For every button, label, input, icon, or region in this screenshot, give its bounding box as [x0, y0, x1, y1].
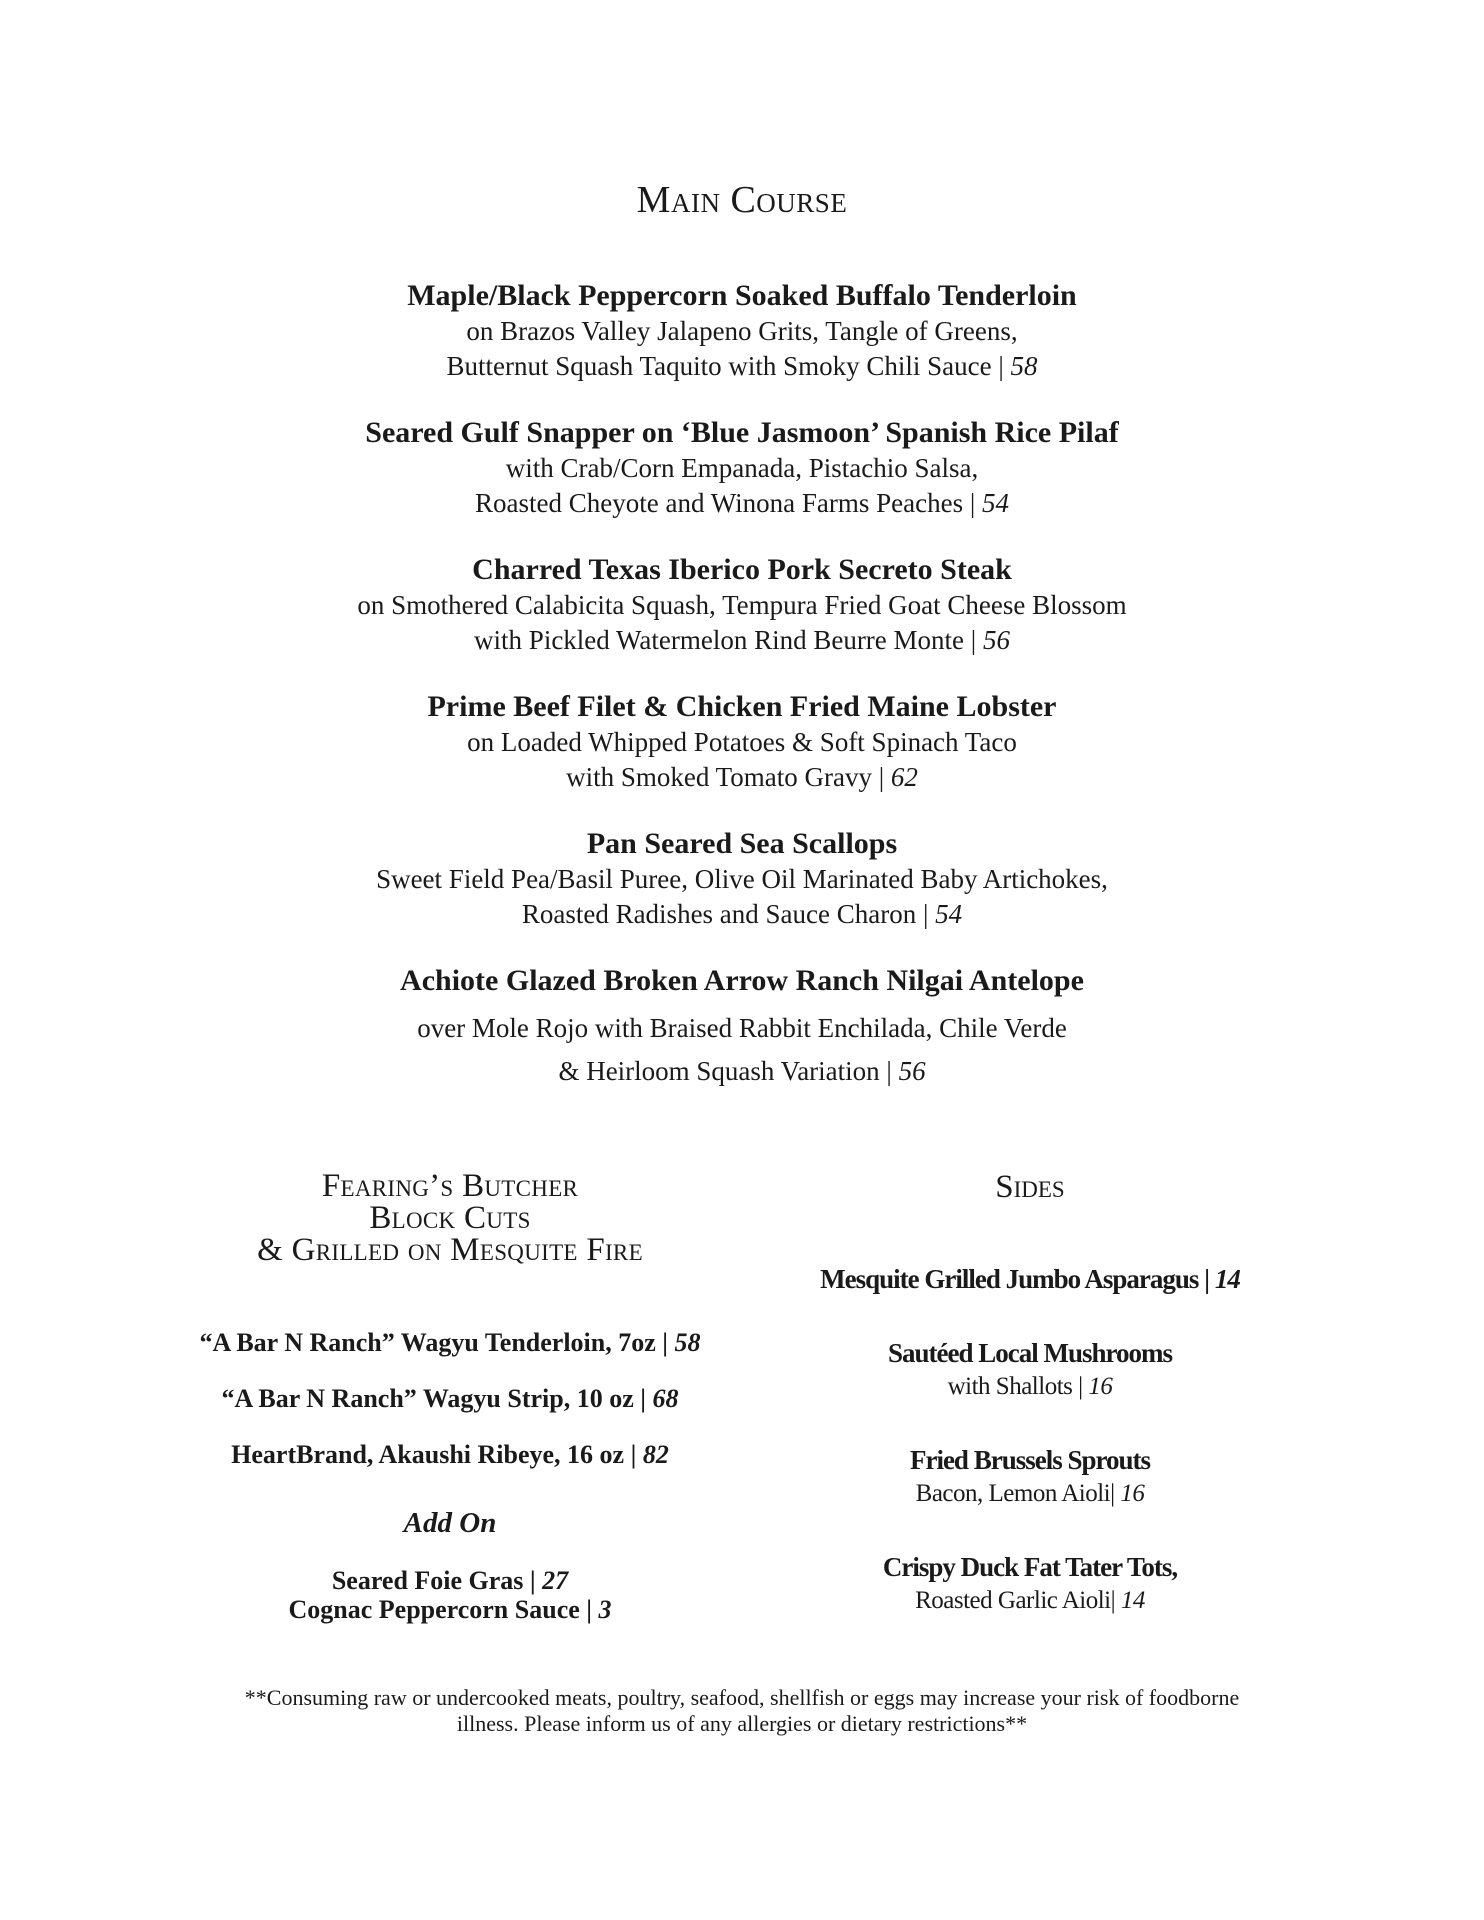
dish-item	[0, 278, 1484, 384]
side-name: Sautéed Local Mushrooms	[887, 1338, 1173, 1368]
dish-name: Maple/Black Peppercorn Soaked Buffalo Tenderloin	[407, 279, 1077, 312]
dish-item	[0, 963, 1484, 1093]
dish-description-line2	[0, 760, 1484, 795]
add-on-price: 27	[542, 1566, 569, 1595]
add-on-item	[180, 1595, 720, 1624]
dish-item	[0, 689, 1484, 795]
side-price: 16	[1088, 1373, 1113, 1400]
dish-description-text: Roasted Cheyote and Winona Farms Peaches |	[475, 488, 976, 518]
butcher-title-line1: Fearing’s Butcher	[321, 1168, 579, 1204]
dish-item	[0, 826, 1484, 932]
dish-price: 56	[898, 1056, 926, 1086]
cut-item	[180, 1440, 720, 1470]
side-item	[760, 1550, 1300, 1617]
dish-name: Charred Texas Iberico Pork Secreto Steak	[472, 553, 1012, 586]
dish-description-text: with Smoked Tomato Gravy |	[566, 762, 885, 792]
main-course-title: Main Course	[636, 179, 848, 221]
dish-name: Prime Beef Filet & Chicken Fried Maine Lobster	[427, 690, 1057, 723]
cut-name: “A Bar N Ranch” Wagyu Strip, 10 oz |	[221, 1384, 646, 1413]
sides-section	[760, 1170, 1300, 1617]
dish-description: on Loaded Whipped Potatoes & Soft Spinach Taco	[467, 727, 1017, 757]
dish-name: Achiote Glazed Broken Arrow Ranch Nilgai Antelope	[400, 964, 1084, 997]
disclaimer-line1: **Consuming raw or undercooked meats, poultry, seafood, shellfish or eggs may increase your risk of foodborne	[244, 1685, 1240, 1710]
side-description-text: Bacon, Lemon Aioli|	[915, 1480, 1115, 1507]
side-name: Fried Brussels Sprouts	[909, 1445, 1151, 1475]
butcher-block-section	[180, 1170, 720, 1624]
dish-price: 54	[981, 488, 1009, 518]
cut-name: HeartBrand, Akaushi Ribeye, 16 oz |	[231, 1440, 637, 1469]
dish-description-line2	[0, 897, 1484, 932]
add-on-name: Seared Foie Gras |	[331, 1566, 536, 1595]
side-item	[760, 1443, 1300, 1510]
dish-description: with Crab/Corn Empanada, Pistachio Salsa,	[505, 453, 979, 483]
dish-description-text: Roasted Radishes and Sauce Charon |	[521, 899, 929, 929]
side-description	[760, 1477, 1300, 1510]
dish-description-line2	[0, 486, 1484, 521]
cut-price: 58	[674, 1328, 701, 1357]
dish-description-text: Butternut Squash Taquito with Smoky Chili Sauce |	[446, 351, 1004, 381]
dish-description-line2	[0, 1050, 1484, 1093]
cut-name: “A Bar N Ranch” Wagyu Tenderloin, 7oz |	[199, 1328, 669, 1357]
side-description	[760, 1370, 1300, 1403]
side-item	[760, 1262, 1300, 1296]
side-price: 14	[1214, 1264, 1240, 1294]
allergy-disclaimer	[0, 1685, 1484, 1737]
cut-item	[180, 1384, 720, 1414]
side-description-text: with Shallots |	[947, 1373, 1083, 1400]
dish-description: on Brazos Valley Jalapeno Grits, Tangle of Greens,	[466, 316, 1018, 346]
dish-name: Pan Seared Sea Scallops	[586, 827, 898, 860]
main-course-list	[0, 278, 1484, 1124]
add-on-title: Add On	[403, 1507, 497, 1539]
add-on-name: Cognac Peppercorn Sauce |	[288, 1595, 592, 1624]
side-price: 14	[1120, 1587, 1145, 1614]
dish-description-text: & Heirloom Squash Variation |	[558, 1056, 892, 1086]
dish-item	[0, 415, 1484, 521]
dish-price: 56	[982, 625, 1010, 655]
sides-title: Sides	[995, 1169, 1065, 1205]
side-name: Mesquite Grilled Jumbo Asparagus |	[820, 1264, 1210, 1294]
dish-description-line2	[0, 623, 1484, 658]
side-description	[760, 1584, 1300, 1617]
dish-description: on Smothered Calabicita Squash, Tempura Fried Goat Cheese Blossom	[357, 590, 1127, 620]
dish-description-text: with Pickled Watermelon Rind Beurre Monte |	[474, 625, 977, 655]
dish-description: Sweet Field Pea/Basil Puree, Olive Oil Marinated Baby Artichokes,	[376, 864, 1108, 894]
dish-price: 58	[1010, 351, 1038, 381]
butcher-title-line2: Block Cuts	[369, 1200, 531, 1236]
cut-price: 82	[642, 1440, 669, 1469]
add-on-price: 3	[598, 1595, 612, 1624]
add-on-item	[180, 1566, 720, 1595]
cut-price: 68	[652, 1384, 679, 1413]
butcher-title-line3: & Grilled on Mesquite Fire	[257, 1232, 643, 1268]
side-item	[760, 1336, 1300, 1403]
dish-price: 54	[935, 899, 963, 929]
dish-item	[0, 552, 1484, 658]
side-name: Crispy Duck Fat Tater Tots,	[882, 1552, 1178, 1582]
side-description-text: Roasted Garlic Aioli|	[915, 1587, 1116, 1614]
dish-description-line2	[0, 349, 1484, 384]
dish-price: 62	[890, 762, 918, 792]
disclaimer-line2: illness. Please inform us of any allergies or dietary restrictions**	[456, 1711, 1028, 1736]
side-price: 16	[1120, 1480, 1145, 1507]
cut-item	[180, 1328, 720, 1358]
dish-name: Seared Gulf Snapper on ‘Blue Jasmoon’ Spanish Rice Pilaf	[365, 416, 1119, 449]
dish-description: over Mole Rojo with Braised Rabbit Enchilada, Chile Verde	[417, 1013, 1067, 1043]
